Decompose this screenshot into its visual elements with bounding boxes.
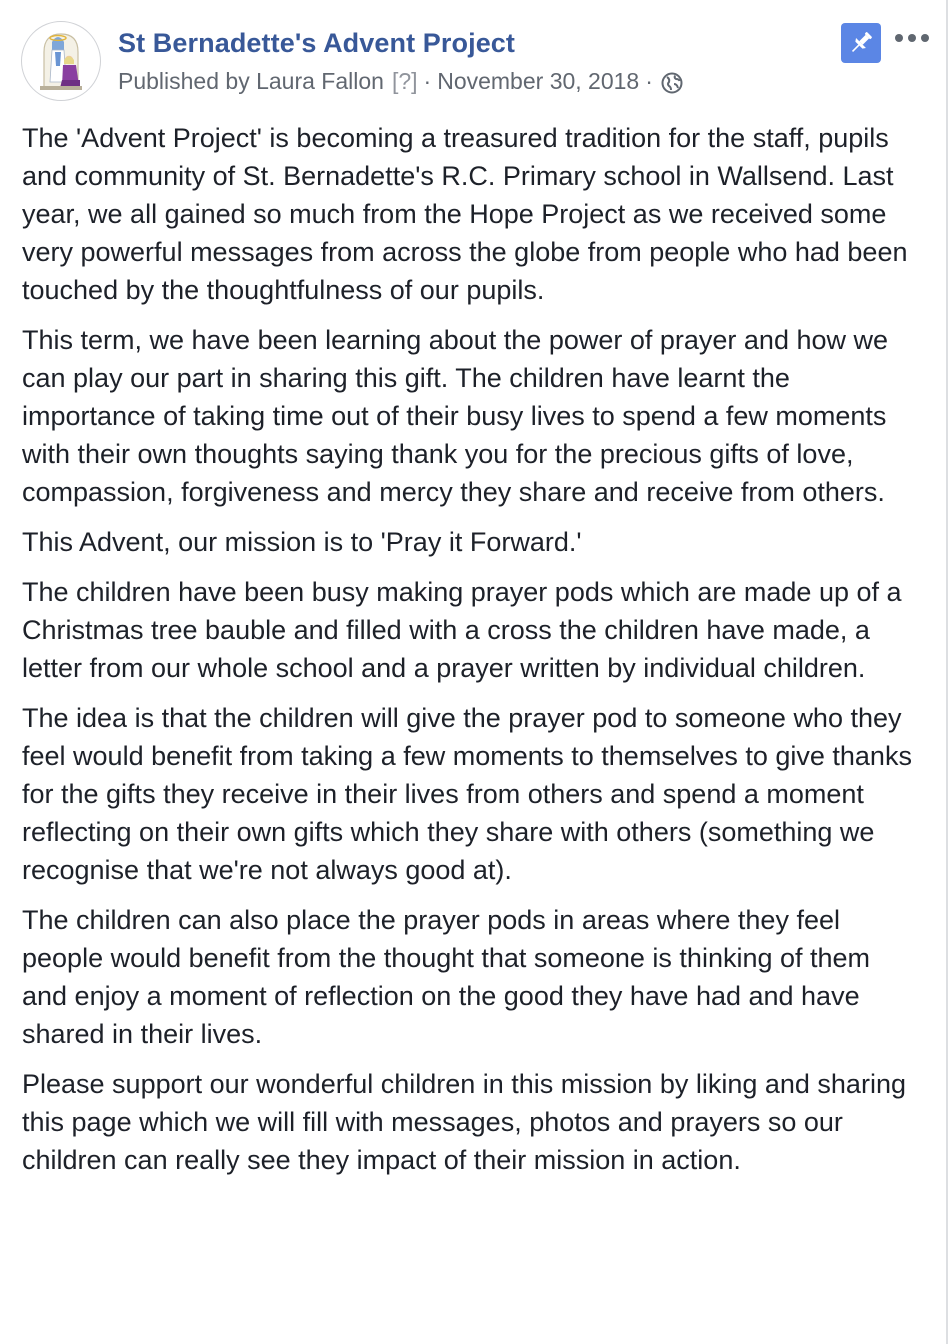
meta-separator-2: ·	[645, 68, 653, 94]
post-header	[0, 0, 946, 110]
page-avatar[interactable]	[21, 21, 101, 101]
globe-icon[interactable]	[661, 72, 683, 94]
post-body	[22, 119, 922, 1191]
post-paragraph: The children can also place the prayer pods in areas where they feel people would benefit from the thought that someone is thinking of them and enjoy a moment of reflection on the good they have had and have shared in their lives.	[22, 905, 871, 1049]
st-bernadette-statue-icon	[22, 22, 100, 100]
post-paragraph: The 'Advent Project' is becoming a treasured tradition for the staff, pupils and community of St. Bernadette's R.C. Primary school in Wallsend. Last year, we all gained so much from the Hope Project as we received some very powerful messages from across the globe from people who had been touched by the thoughtfulness of our pupils.	[22, 123, 908, 305]
post-paragraph: The children have been busy making prayer pods which are made up of a Christmas tree bauble and filled with a cross the children have made, a letter from our whole school and a prayer written by individual children.	[22, 577, 902, 683]
more-options-icon[interactable]	[893, 28, 931, 48]
meta-separator: ·	[423, 68, 432, 94]
pin-icon	[841, 23, 881, 63]
page-name-link[interactable]: St Bernadette's Advent Project	[118, 28, 516, 58]
pin-button[interactable]	[841, 23, 881, 63]
post-paragraph: This term, we have been learning about the power of prayer and how we can play our part in sharing this gift. The children have learnt the importance of taking time out of their busy lives to spend a few moments with their own thoughts saying thank you for the precious gifts of love, compassion, forgiveness and mercy they share and receive from others.	[22, 325, 889, 507]
post-paragraph: This Advent, our mission is to 'Pray it Forward.'	[22, 527, 582, 557]
publisher-text[interactable]: Published by Laura Fallon	[118, 68, 384, 94]
help-marker[interactable]: [?]	[391, 68, 418, 94]
post-paragraph: The idea is that the children will give the prayer pod to someone who they feel would benefit from taking a few moments to themselves to give thanks for the gifts they receive in their lives from others and spend a moment reflecting on their own gifts which they share with others (something we recognise that we're not always good at).	[22, 703, 912, 885]
post-meta	[118, 68, 683, 95]
post-date[interactable]: November 30, 2018	[437, 68, 640, 94]
post-paragraph: Please support our wonderful children in this mission by liking and sharing this page which we will fill with messages, photos and prayers so our children can really see they impact of their mission in action.	[22, 1069, 906, 1175]
